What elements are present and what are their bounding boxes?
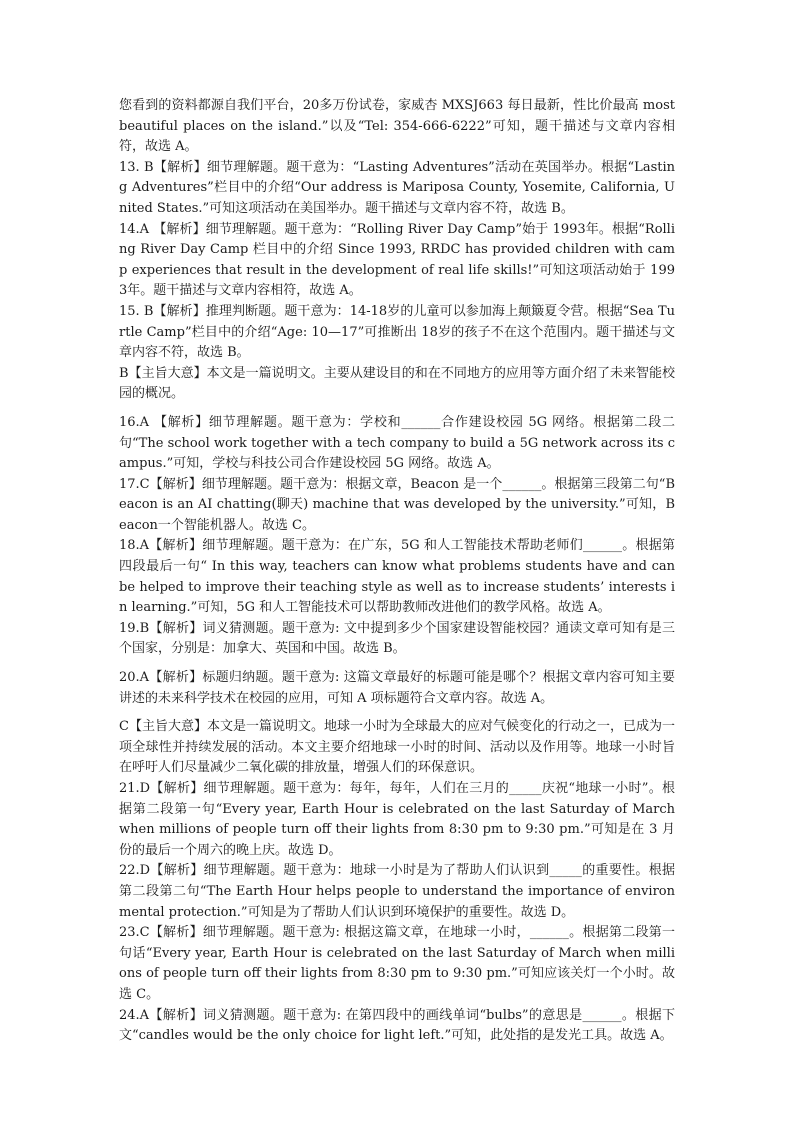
paragraph-q13: 13. B【解析】细节理解题。题干意为：“Lasting Adventures”活动在英国举办。根据“Lasting Adventures”栏目中的介绍“Our address is Mariposa County, Yosemite, California, United States.”可知这项活动在美国举办。题干描述与文章内容不符，故选 B。 (119, 159, 675, 216)
paragraph-q15: 15. B【解析】推理判断题。题干意为：14-18岁的儿童可以参加海上颠簸夏令营。根据“Sea Turtle Camp”栏目中的介绍“Age: 10—17”可推断出 18岁的孩子不在这个范围内。题干描述与文章内容不符，故选 B。 (119, 303, 675, 361)
paragraph-q23: 23.C【解析】细节理解题。题干意为: 根据这篇文章，在地球一小时，______。根据第二段第一句话“Every year, Earth Hour is celebrated on the last Saturday of March when millions of people turn off their lights from 8:30 pm to 9:30 pm.”可知应该关灯一个小时。故选 C。 (119, 925, 675, 1002)
paragraph-q20: 20.A【解析】标题归纳题。题干意为: 这篇文章最好的标题可能是哪个？根据文章内容可知主要讲述的未来科学技术在校园的应用，可知 A 项标题符合文章内容。故选 A。 (119, 670, 675, 706)
paragraph-q14: 14.A 【解析】细节理解题。题干意为：“Rolling River Day Camp”始于 1993年。根据“Rolling River Day Camp 栏目中的介绍 Since 1993, RRDC has provided children with camp experiences that result in the development of real life skills!”可知这项活动始于 1993年。题干描述与文章内容相符，故选 A。 (119, 221, 675, 299)
paragraph-q16: 16.A 【解析】细节理解题。题干意为：学校和______合作建设校园 5G 网络。根据第二段二句“The school work together with a tech company to build a 5G network across its campus.”可知，学校与科技公司合作建设校园 5G 网络。故选 A。 (119, 414, 675, 472)
paragraph-q24: 24.A【解析】词义猜测题。题干意为: 在第四段中的画线单词“bulbs”的意思是______。根据下文“candles would be the only choice for light left.”可知，此处指的是发光工具。故选 A。 (119, 1007, 675, 1044)
paragraph-q18: 18.A【解析】细节理解题。题干意为：在广东，5G 和人工智能技术帮助老师们______。根据第四段最后一句“ In this way, teachers can know what problems students have and can be helped to improve their teaching style as well as to increase students’ interests in learning.”可知，5G 和人工智能技术可以帮助教师改进他们的教学风格。故选 A。 (119, 538, 675, 616)
paragraph-q17: 17.C【解析】细节理解题。题干意为：根据文章，Beacon 是一个______。根据第三段第二句“Beacon is an AI chatting(聊天) machine that was developed by the university.”可知，Beacon一个智能机器人。故选 C。 (119, 476, 675, 533)
paragraph-q19: 19.B【解析】词义猜测题。题干意为: 文中提到多少个国家建设智能校园？通读文章可知有是三个国家，分别是：加拿大、英国和中国。故选 B。 (119, 620, 675, 657)
paragraph-b-summary: B【主旨大意】本文是一篇说明文。主要从建设目的和在不同地方的应用等方面介绍了未来智能校园的概况。 (119, 365, 675, 402)
paragraph-q22: 22.D【解析】细节理解题。题干意为：地球一小时是为了帮助人们认识到_____的重要性。根据第二段第二句“The Earth Hour helps people to understand the importance of environmental protection.”可知是为了帮助人们认识到环境保护的重要性。故选 D。 (119, 863, 675, 920)
document-body (119, 96, 675, 1047)
paragraph-intro: 您看到的资料都源自我们平台，20多万份试卷，家威杏 MXSJ663 每日最新，性比价最高 most beautiful places on the island.”以及“Tel: 354-666-6222”可知，题干描述与文章内容相符，故选 A。 (119, 98, 675, 155)
paragraph-c-summary: C【主旨大意】本文是一篇说明文。地球一小时为全球最大的应对气候变化的行动之一，已成为一项全球性并持续发展的活动。本文主要介绍地球一小时的时间、活动以及作用等。地球一小时旨在呼吁人们尽量减少二氧化碳的排放量，增强人们的环保意识。 (119, 719, 675, 776)
paragraph-q21: 21.D【解析】细节理解题。题干意为：每年，每年，人们在三月的_____庆祝“地球一小时”。根据第二段第一句“Every year, Earth Hour is celebrated on the last Saturday of March when millions of people turn off their lights from 8:30 pm to 9:30 pm.”可知是在 3 月份的最后一个周六的晚上庆。故选 D。 (119, 781, 675, 858)
